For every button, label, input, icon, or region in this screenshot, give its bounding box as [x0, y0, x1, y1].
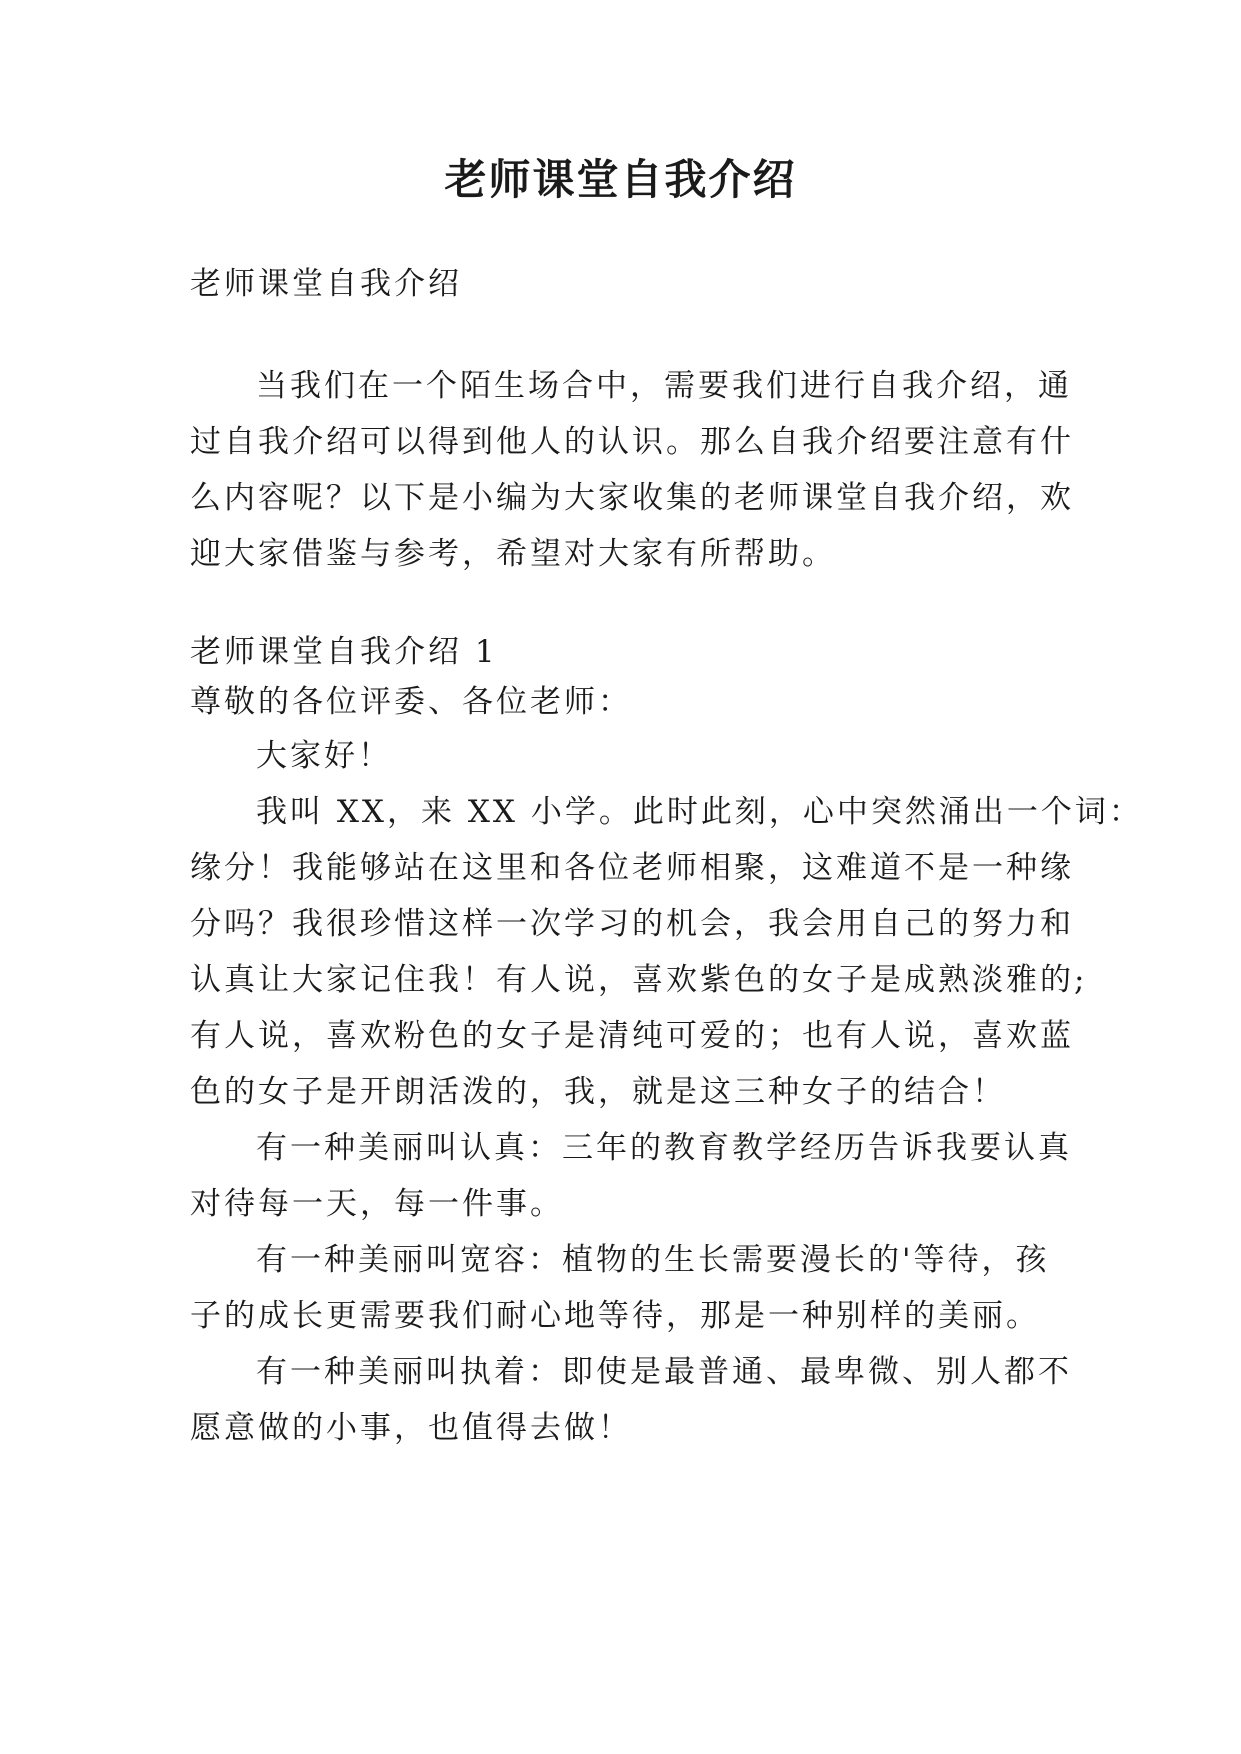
- intro-line: 过自我介绍可以得到他人的认识。那么自我介绍要注意有什: [190, 424, 1074, 460]
- section-heading: 老师课堂自我介绍 1: [190, 634, 498, 670]
- body-line: 有人说，喜欢粉色的女子是清纯可爱的；也有人说，喜欢蓝: [190, 1018, 1074, 1054]
- body-line: 色的女子是开朗活泼的，我，就是这三种女子的结合！: [190, 1074, 1006, 1110]
- body-line: 愿意做的小事，也值得去做！: [190, 1410, 632, 1446]
- body-line: 有一种美丽叫认真：三年的教育教学经历告诉我要认真: [256, 1130, 1072, 1166]
- document-subtitle: 老师课堂自我介绍: [190, 266, 462, 302]
- body-line: 有一种美丽叫执着：即使是最普通、最卑微、别人都不: [256, 1354, 1072, 1390]
- intro-line: 迎大家借鉴与参考，希望对大家有所帮助。: [190, 536, 836, 572]
- body-line: 有一种美丽叫宽容：植物的生长需要漫长的'等待，孩: [256, 1242, 1050, 1278]
- body-line: 子的成长更需要我们耐心地等待，那是一种别样的美丽。: [190, 1298, 1040, 1334]
- intro-line: 么内容呢？以下是小编为大家收集的老师课堂自我介绍，欢: [190, 480, 1074, 516]
- salutation: 尊敬的各位评委、各位老师：: [190, 684, 632, 720]
- intro-line: 当我们在一个陌生场合中，需要我们进行自我介绍，通: [256, 368, 1072, 404]
- body-line: 对待每一天，每一件事。: [190, 1186, 564, 1222]
- body-line: 我叫 XX，来 XX 小学。此时此刻，心中突然涌出一个词：: [256, 794, 1143, 830]
- body-line: 缘分！我能够站在这里和各位老师相聚，这难道不是一种缘: [190, 850, 1074, 886]
- greeting: 大家好！: [256, 738, 392, 774]
- document-title: 老师课堂自我介绍: [444, 155, 797, 204]
- body-line: 认真让大家记住我！有人说，喜欢紫色的女子是成熟淡雅的;: [190, 962, 1088, 998]
- body-line: 分吗？我很珍惜这样一次学习的机会，我会用自己的努力和: [190, 906, 1074, 942]
